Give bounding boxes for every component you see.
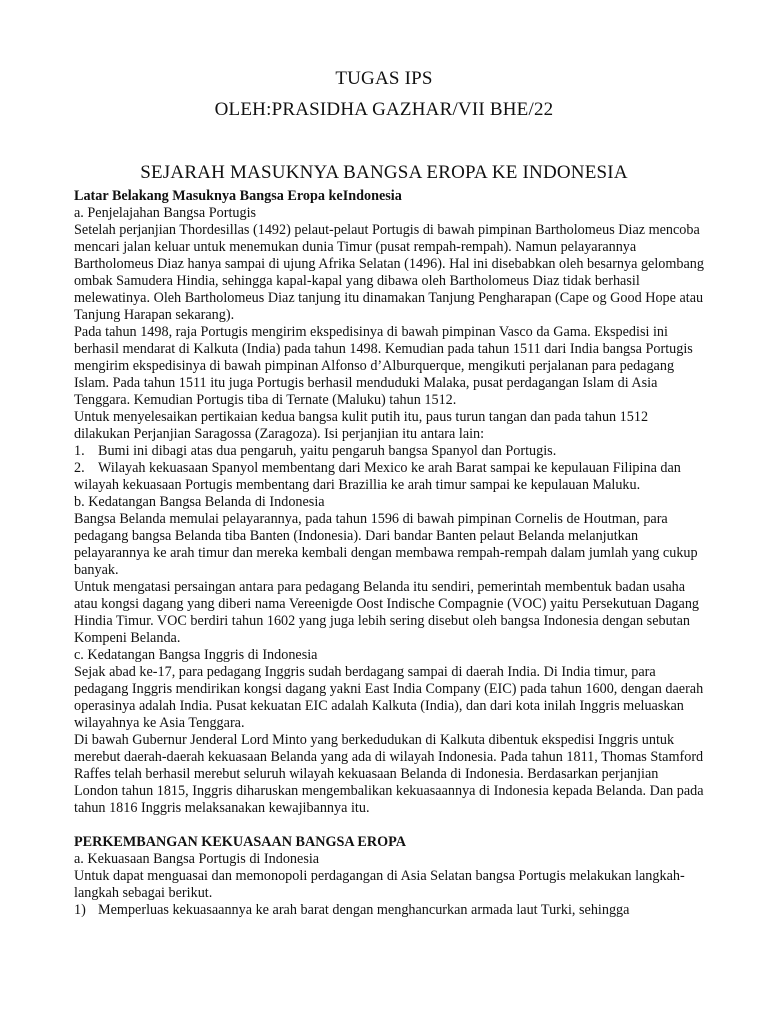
paragraph: Pada tahun 1498, raja Portugis mengirim ekspedisinya di bawah pimpinan Vasco da Gama. Ekspedisi ini berhasil mendarat di Kalkuta (India) pada tahun 1498. Kemudian pada tahun 1511 dari India bangsa Portugis mengirim ekspedisinya di bawah pimpinan Alfonso d’Alburquerque, mengikuti perjalanan para pedagang Islam. Pada tahun 1511 itu juga Portugis berhasil menduduki Malaka, pusat perdagangan Islam di Asia Tenggara. Kemudian Portugis tiba di Ternate (Maluku) tahun 1512. [74,324,693,408]
list-item [74,443,706,460]
paragraph: Di bawah Gubernur Jenderal Lord Minto yang berkedudukan di Kalkuta dibentuk ekspedisi Inggris untuk merebut daerah-daerah kekuasaan Belanda yang ada di wilayah Indonesia. Pada tahun 1811, Thomas Stamford Raffes telah berhasil merebut seluruh wilayah kekuasaan Belanda di Indonesia. Berdasarkan perjanjian London tahun 1815, Inggris diharuskan mengembalikan kekuasaannya di Indonesia kepada Belanda. Dan pada tahun 1816 Inggris melaksanakan kewajibannya itu. [74,732,704,816]
list-text: Bumi ini dibagi atas dua pengaruh, yaitu pengaruh bangsa Spanyol dan Portugis. [98,443,557,459]
subheading: a. Kekuasaan Bangsa Portugis di Indonesia [74,851,320,867]
list-text: Wilayah kekuasaan Spanyol membentang dari Mexico ke arah Barat sampai ke kepulauan Filipina dan wilayah kekuasaan Portugis membentang dari Brazillia ke arah timur sampai ke kepulauan Maluku. [74,460,681,493]
subheading: a. Penjelajahan Bangsa Portugis [74,205,257,221]
subheading: b. Kedatangan Bangsa Belanda di Indonesia [74,494,325,510]
document-body [74,188,706,919]
document-title: TUGAS IPS [335,68,433,89]
list-text: Memperluas kekuasaannya ke arah barat dengan menghancurkan armada laut Turki, sehingga [98,902,630,918]
list-item [74,902,706,919]
subheading: c. Kedatangan Bangsa Inggris di Indonesia [74,647,318,663]
paragraph: Sejak abad ke-17, para pedagang Inggris sudah berdagang sampai di daerah India. Di India timur, para pedagang Inggris mendirikan kongsi dagang yakni East India Company (EIC) pada tahun 1600, dengan daerah operasinya adalah India. Pusat kekuatan EIC adalah Kalkuta (India), dan dari kota inilah Inggris meluaskan wilayahnya ke Asia Tenggara. [74,664,704,731]
section-heading: Latar Belakang Masuknya Bangsa Eropa keIndonesia [74,188,402,204]
spacer [74,817,706,834]
list-number: 1. [74,443,85,459]
list-item [74,460,706,494]
paragraph: Setelah perjanjian Thordesillas (1492) pelaut-pelaut Portugis di bawah pimpinan Bartholomeus Diaz mencoba mencari jalan keluar untuk menemukan dunia Timur (pusat rempah-rempah). Namun pelayarannya Bartholomeus Diaz hanya sampai di ujung Afrika Selatan (1496). Hal ini disebabkan oleh besarnya gelombang ombak Samudera Hindia, sehingga kapal-kapal yang dibawa oleh Bartholomeus Diaz tidak berhasil melewatinya. Oleh Bartholomeus Diaz tanjung itu dinamakan Tanjung Pengharapan (Cape og Good Hope atau Tanjung Harapan sekarang). [74,222,704,323]
paragraph: Untuk menyelesaikan pertikaian kedua bangsa kulit putih itu, paus turun tangan dan pada tahun 1512 dilakukan Perjanjian Saragossa (Zaragoza). Isi perjanjian itu antara lain: [74,409,649,442]
main-title: SEJARAH MASUKNYA BANGSA EROPA KE INDONESIA [140,162,628,183]
paragraph: Untuk dapat menguasai dan memonopoli perdagangan di Asia Selatan bangsa Portugis melakukan langkah-langkah sebagai berikut. [74,868,685,901]
paragraph: Untuk mengatasi persaingan antara para pedagang Belanda itu sendiri, pemerintah membentuk badan usaha atau kongsi dagang yang diberi nama Vereenigde Oost Indische Compagnie (VOC) yaitu Persekutuan Dagang Hindia Timur. VOC berdiri tahun 1602 yang juga lebih sering disebut oleh bangsa Indonesia dengan sebutan Kompeni Belanda. [74,579,700,646]
section-heading: PERKEMBANGAN KEKUASAAN BANGSA EROPA [74,834,406,850]
list-number: 1) [74,902,86,918]
paragraph: Bangsa Belanda memulai pelayarannya, pada tahun 1596 di bawah pimpinan Cornelis de Houtman, para pedagang bangsa Belanda tiba Banten (Indonesia). Dari bandar Banten pelaut Belanda melanjutkan pelayarannya ke arah timur dan mereka kembali dengan membawa rempah-rempah dalam jumlah yang cukup banyak. [74,511,698,578]
author-line: OLEH:PRASIDHA GAZHAR/VII BHE/22 [214,99,554,120]
list-number: 2. [74,460,85,476]
